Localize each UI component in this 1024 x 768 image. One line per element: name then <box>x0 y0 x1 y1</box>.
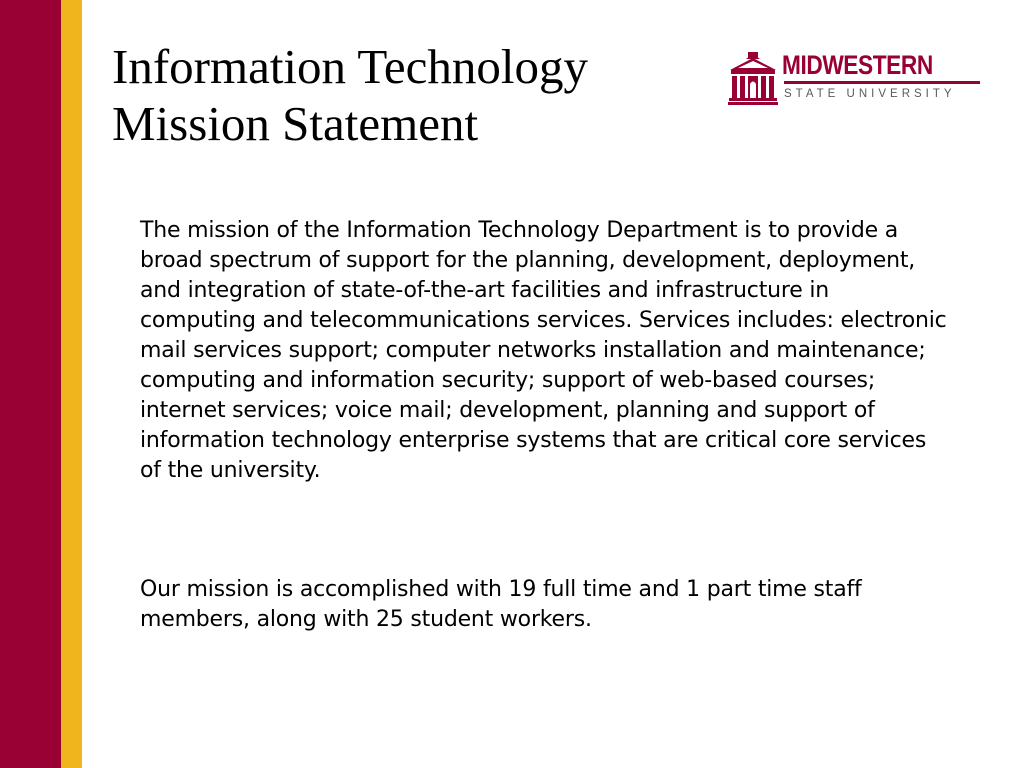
slide-body <box>140 216 960 635</box>
title-line-1: Information Technology <box>112 39 589 94</box>
staffing-paragraph: Our mission is accomplished with 19 full time and 1 part time staff members, along with 25 student workers. <box>140 577 862 632</box>
maroon-side-bar <box>0 0 61 768</box>
mission-paragraph: The mission of the Information Technology Department is to provide a broad spectrum of support for the planning, development, deployment, and integration of state-of-the-art facilities and infrastructure in computing and telecommunications services. Services includes: electronic mail services support; computer networks installation and maintenance; computing and information security; support of web-based courses; internet services; voice mail; development, planning and support of information technology enterprise systems that are critical core services of the university. <box>140 218 947 483</box>
building-columns-icon <box>728 50 778 106</box>
midwestern-logo <box>728 48 984 106</box>
logo-subtitle: STATE UNIVERSITY <box>784 88 956 100</box>
logo-name: MIDWESTERN <box>782 50 933 80</box>
slide-title <box>112 38 712 152</box>
logo-divider <box>784 81 980 84</box>
gold-side-bar <box>61 0 82 768</box>
title-line-2: Mission Statement <box>112 96 479 151</box>
